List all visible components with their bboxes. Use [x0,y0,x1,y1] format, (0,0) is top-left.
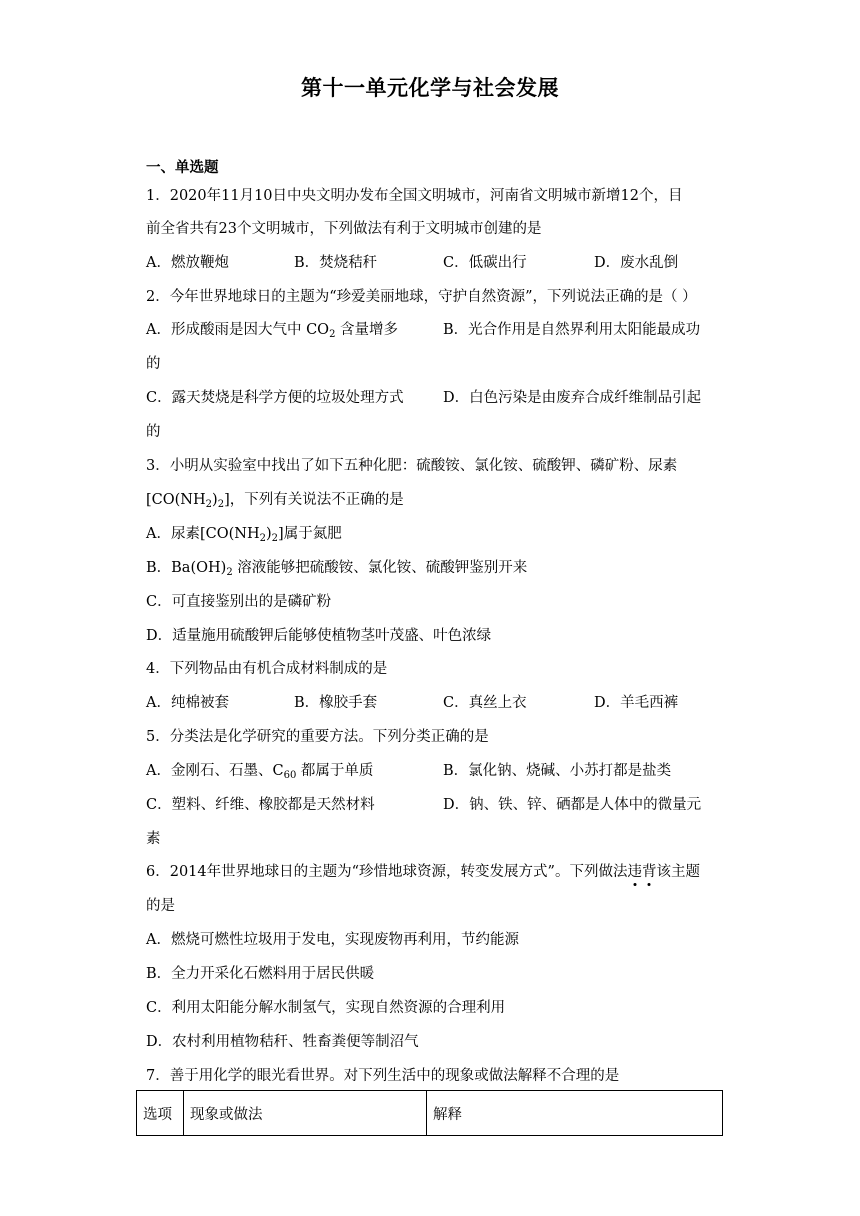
q4-option-b: B．橡胶手套 [294,695,378,711]
q2-option-c: C．露天焚烧是科学方便的垃圾处理方式 [146,390,404,406]
q6-stem-line2: 的是 [146,898,175,914]
emphasis-dot-char: 违 [627,864,642,880]
q5-stem: 5．分类法是化学研究的重要方法。下列分类正确的是 [146,729,489,745]
q5-option-b: B．氯化钠、烧碱、小苏打都是盐类 [443,763,672,779]
q3-option-d: D．适量施用硫酸钾后能够使植物茎叶茂盛、叶色浓绿 [146,628,492,644]
q2-option-a: A．形成酸雨是因大气中 $CO_2$ 含量增多 [146,322,399,340]
q1-option-c: C．低碳出行 [443,255,527,271]
q2-option-b-wrap: 的 [146,356,161,372]
q2-option-d: D．白色污染是由废弃合成纤维制品引起 [443,390,702,406]
q1-stem-line2: 前全省共有23个文明城市，下列做法有利于文明城市创建的是 [146,221,542,237]
q3-option-a: A．尿素$[CO(NH_2)_2]$属于氮肥 [146,526,342,544]
q3-option-c: C．可直接鉴别出的是磷矿粉 [146,594,332,610]
q5-option-a: A．金刚石、石墨、$C_{60}$ 都属于单质 [146,763,374,781]
q6-option-b: B．全力开采化石燃料用于居民供暖 [146,966,375,982]
q1-option-a: A．燃放鞭炮 [146,255,229,271]
page-title: 第十一单元化学与社会发展 [301,75,559,100]
q3-stem-line1: 3．小明从实验室中找出了如下五种化肥：硫酸铵、氯化铵、硫酸钾、磷矿粉、尿素 [146,458,678,474]
q1-option-d: D．废水乱倒 [594,255,679,271]
q7-stem: 7．善于用化学的眼光看世界。对下列生活中的现象或做法解释不合理的是 [146,1068,620,1084]
q2-stem: 2．今年世界地球日的主题为“珍爱美丽地球，守护自然资源”，下列说法正确的是（ ） [146,289,697,305]
q4-option-a: A．纯棉被套 [146,695,229,711]
table-header-cell: 解释 [427,1091,723,1136]
q5-option-d-wrap: 素 [146,831,161,847]
emphasis-dot-char: 背 [641,864,657,880]
q5-option-d: D．钠、铁、锌、硒都是人体中的微量元 [443,797,702,813]
q6-option-a: A．燃烧可燃性垃圾用于发电，实现废物再利用，节约能源 [146,932,519,948]
q6-option-d: D．农村利用植物秸秆、牲畜粪便等制沼气 [146,1034,419,1050]
q4-option-d: D．羊毛西裤 [594,695,679,711]
q2-option-b: B．光合作用是自然界利用太阳能最成功 [443,322,701,338]
q4-stem: 4．下列物品由有机合成材料制成的是 [146,661,388,677]
q3-stem-line2: $[CO(NH_2)_2]$，下列有关说法不正确的是 [146,492,404,510]
table-header-cell: 现象或做法 [184,1091,427,1136]
q4-option-c: C．真丝上衣 [443,695,527,711]
table-header-cell: 选项 [137,1091,184,1136]
q3-option-b: B．$Ba(OH)_2$ 溶液能够把硫酸铵、氯化铵、硫酸钾鉴别开来 [146,560,528,578]
table-row [137,1091,723,1136]
q1-option-b: B．焚烧秸秆 [294,255,378,271]
q6-option-c: C．利用太阳能分解水制氢气，实现自然资源的合理利用 [146,1000,506,1016]
q6-stem-line1: 6．2014年世界地球日的主题为“珍惜地球资源，转变发展方式”。下列做法违背该主题 [146,864,700,880]
section-heading: 一、单选题 [146,160,219,176]
q5-option-c: C．塑料、纤维、橡胶都是天然材料 [146,797,375,813]
q1-stem-line1: 1．2020年11月10日中央文明办发布全国文明城市，河南省文明城市新增12个，目 [146,188,683,204]
q7-table [136,1090,723,1136]
q2-option-d-wrap: 的 [146,424,161,440]
